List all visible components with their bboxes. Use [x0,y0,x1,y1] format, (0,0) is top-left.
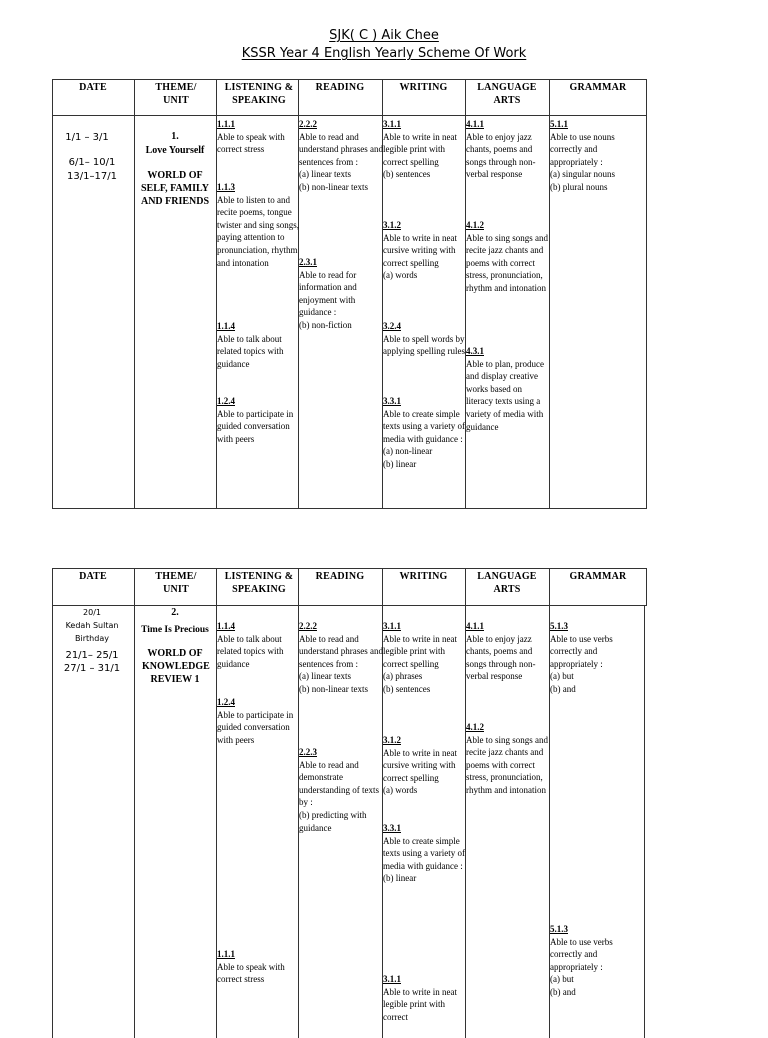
skill-item: 1.1.1 Able to speak with correct stress [217,949,285,985]
skill-item: 1.1.1 Able to speak with correct stress [217,119,285,155]
skill-item: 2.2.2 Able to read and understand phrases and sentences from : (a) linear texts (b) non-linear texts [299,119,383,192]
skill-item: 3.3.1 Able to create simple texts using a variety of media with guidance : (b) linear [383,823,465,884]
skill-item: 2.3.1 Able to read for information and enjoyment with guidance : (b) non-fiction [299,257,357,330]
col-header-listening: LISTENING & SPEAKING [224,82,294,106]
skill-item: 3.1.1 Able to write in neat legible print with correct [383,974,457,1022]
skill-item: 4.3.1 Able to plan, produce and display creative works based on literacy texts using a variety of media with guidance [466,346,544,432]
col-header-date: DATE [79,82,107,93]
holiday-label: Birthday [75,634,109,643]
skill-item: 3.1.1 Able to write in neat legible print with correct spelling (a) phrases (b) sentences [383,621,457,694]
skill-item: 4.1.1 Able to enjoy jazz chants, poems and songs through non-verbal response [466,119,536,180]
scheme-table-1 [52,79,647,509]
unit-number: 2. [171,607,179,618]
date-range: 20/1 [83,608,101,617]
skill-item: 3.3.1 Able to create simple texts using a variety of media with guidance : (a) non-linear (b) linear [383,396,465,469]
scheme-table-2 [52,568,647,1038]
holiday-label: Kedah Sultan [65,621,119,630]
skill-item: 2.2.2 Able to read and understand phrases and sentences from : (a) linear texts (b) non-linear texts [299,621,383,694]
skill-item: 1.1.3 Able to listen to and recite poems, tongue twister and sing songs, paying attention to pronunciation, rhythm and intonation [217,182,299,268]
col-header-theme: THEME/ UNIT [155,571,197,595]
unit-theme: WORLD OF KNOWLEDGE [142,648,210,672]
skill-item: 4.1.2 Able to sing songs and recite jazz chants and poems with correct stress, pronunciation, rhythm and intonation [466,220,548,293]
col-header-writing: WRITING [399,82,448,93]
school-name: SJK( C ) Aik Chee [329,28,439,43]
document-title: KSSR Year 4 English Yearly Scheme Of Work [241,46,527,61]
col-header-writing: WRITING [399,571,448,582]
skill-item: 4.1.2 Able to sing songs and recite jazz chants and poems with correct stress, pronunciation, rhythm and intonation [466,722,548,795]
unit-cell [134,606,216,686]
unit-title: Love Yourself [145,145,205,156]
date-range: 1/1 – 3/1 [65,132,109,143]
col-header-reading: READING [315,571,365,582]
skill-item: 3.2.4 Able to spell words by applying spelling rules [383,321,465,357]
date-range: 6/1– 10/1 [68,157,116,168]
unit-cell [134,130,216,208]
skill-item: 2.2.3 Able to read and demonstrate understanding of texts by : (b) predicting with guidance [299,747,379,833]
unit-number: 1. [171,131,179,142]
col-header-language-arts: LANGUAGE ARTS [477,571,537,595]
col-header-grammar: GRAMMAR [569,82,627,93]
unit-title: Time Is Precious [141,625,209,635]
date-range: 13/1–17/1 [67,171,117,182]
skill-item: 5.1.1 Able to use nouns correctly and appropriately : (a) singular nouns (b) plural nouns [550,119,615,192]
date-range: 27/1 – 31/1 [63,663,121,674]
col-header-reading: READING [315,82,365,93]
skill-item: 3.1.2 Able to write in neat cursive writing with correct spelling (a) words [383,220,457,281]
skill-item: 1.1.4 Able to talk about related topics with guidance [217,321,284,369]
skill-item: 1.2.4 Able to participate in guided conversation with peers [217,697,294,745]
skill-item: 4.1.1 Able to enjoy jazz chants, poems and songs through non-verbal response [466,621,536,682]
col-header-date: DATE [79,571,107,582]
skill-item: 5.1.3 Able to use verbs correctly and appropriately : (a) but (b) and [550,924,613,997]
date-range: 21/1– 25/1 [65,650,119,661]
col-header-theme: THEME/ UNIT [155,82,197,106]
skill-item: 1.2.4 Able to participate in guided conversation with peers [217,396,294,444]
unit-review: REVIEW 1 [150,674,200,685]
col-header-listening: LISTENING & SPEAKING [224,571,294,595]
skill-item: 1.1.4 Able to talk about related topics with guidance [217,621,284,669]
col-header-grammar: GRAMMAR [569,571,627,582]
unit-theme: WORLD OF SELF, FAMILY AND FRIENDS [140,170,210,207]
col-header-language-arts: LANGUAGE ARTS [477,82,537,106]
skill-item: 3.1.1 Able to write in neat legible print with correct spelling (b) sentences [383,119,457,180]
skill-item: 5.1.3 Able to use verbs correctly and appropriately : (a) but (b) and [550,621,613,694]
skill-item: 3.1.2 Able to write in neat cursive writing with correct spelling (a) words [383,735,457,796]
